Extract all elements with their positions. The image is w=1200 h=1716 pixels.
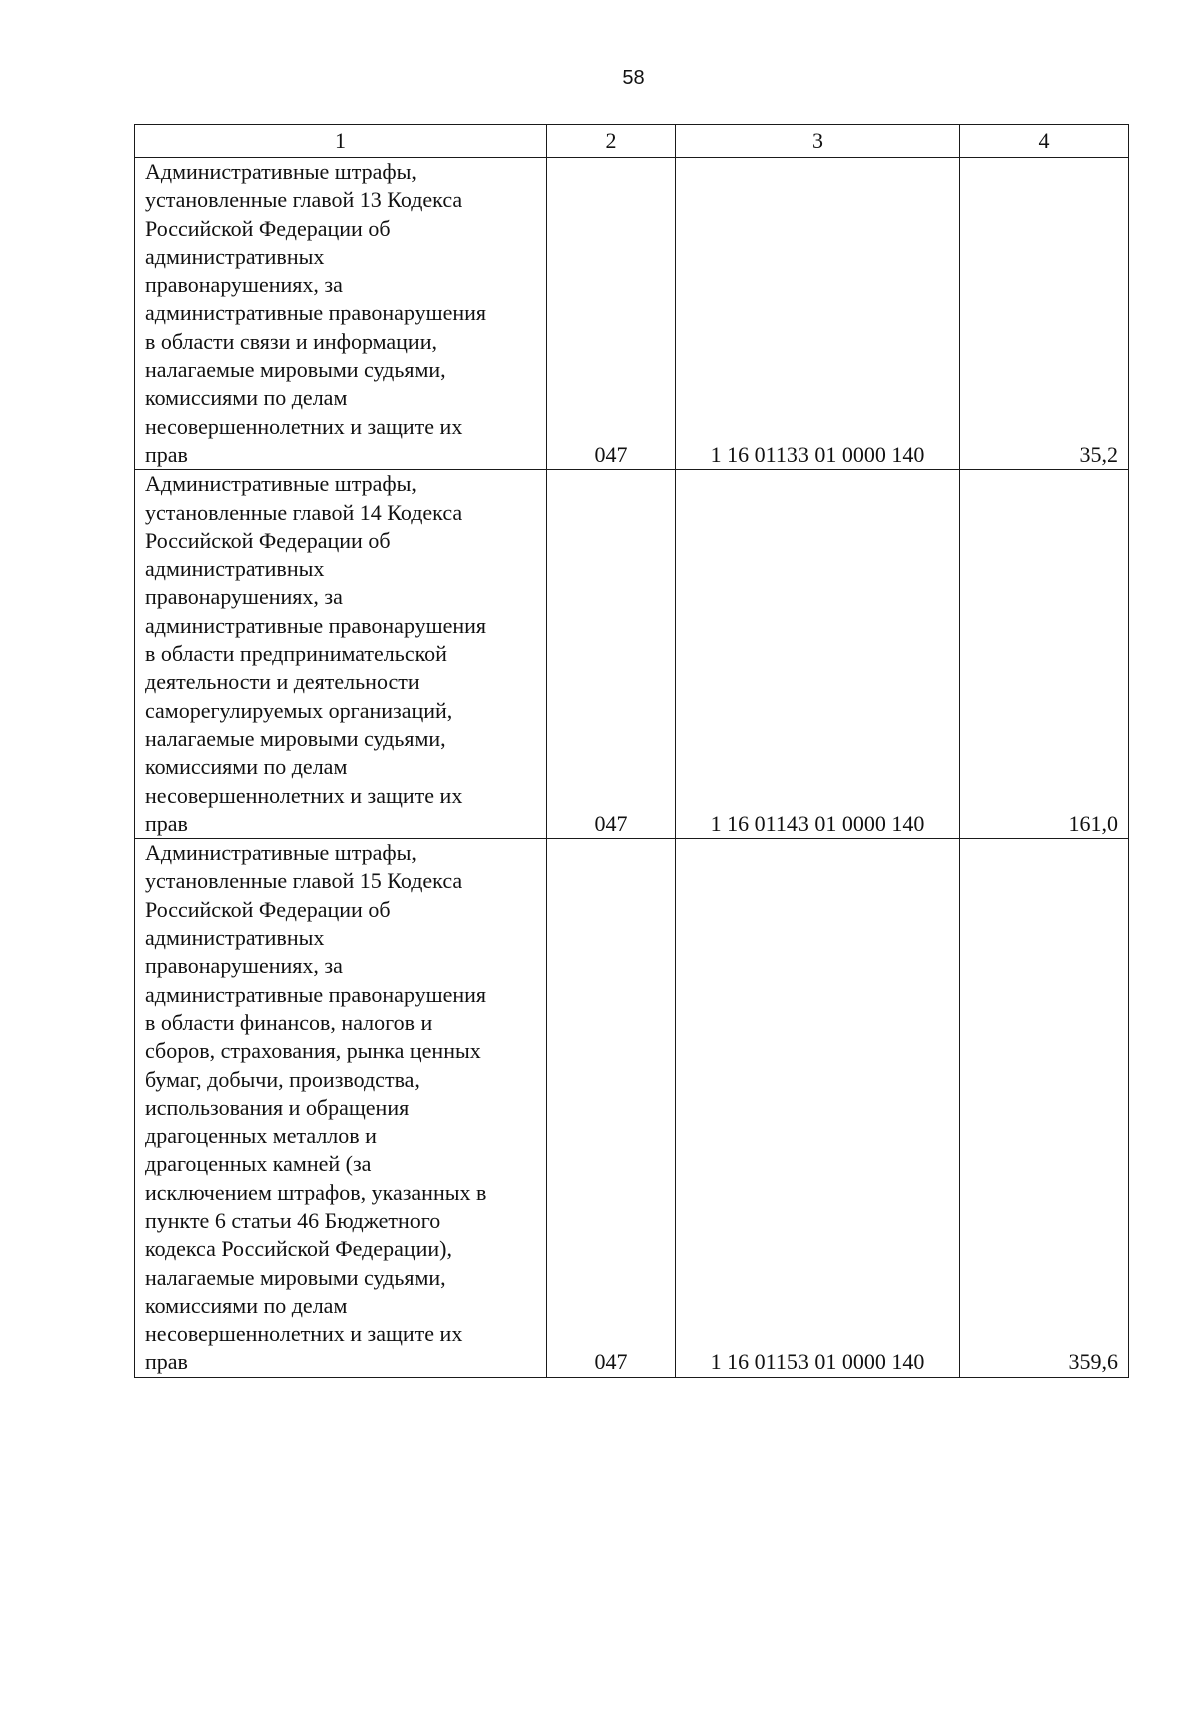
- description-line: административные правонарушения: [145, 981, 487, 1007]
- page-number: 58: [622, 67, 645, 89]
- description-line: кодекса Российской Федерации),: [145, 1236, 452, 1262]
- description-line: Российской Федерации об: [145, 896, 391, 922]
- description-line: деятельности и деятельности: [145, 669, 420, 695]
- description-line: пункте 6 статьи 46 Бюджетного: [145, 1207, 441, 1233]
- table-row: [135, 839, 1129, 1378]
- row-admin-code: 047: [547, 470, 676, 839]
- description-line: прав: [145, 441, 188, 467]
- description-line: несовершеннолетних и защите их: [145, 1321, 463, 1347]
- description-line: комиссиями по делам: [145, 385, 348, 411]
- description-line: исключением штрафов, указанных в: [145, 1179, 487, 1205]
- description-line: установленные главой 15 Кодекса: [145, 868, 463, 894]
- description-line: драгоценных металлов и: [145, 1123, 377, 1149]
- description-line: правонарушениях, за: [145, 584, 343, 610]
- description-line: административных: [145, 556, 325, 582]
- description-line: административных: [145, 243, 325, 269]
- description-line: Российской Федерации об: [145, 527, 391, 553]
- row-description: [135, 470, 547, 839]
- column-header-2: 2: [547, 125, 676, 158]
- description-line: в области финансов, налогов и: [145, 1009, 433, 1035]
- description-line: налагаемые мировыми судьями,: [145, 357, 446, 383]
- description-line: Административные штрафы,: [145, 471, 417, 497]
- row-admin-code: 047: [547, 158, 676, 470]
- description-line: Административные штрафы,: [145, 159, 417, 184]
- description-line: несовершеннолетних и защите их: [145, 782, 463, 808]
- description-line: прав: [145, 810, 188, 836]
- revenue-table: [134, 124, 1129, 1378]
- description-line: бумаг, добычи, производства,: [145, 1066, 420, 1092]
- description-line: административные правонарушения: [145, 612, 487, 638]
- row-description: [135, 839, 547, 1378]
- column-header-1: 1: [135, 125, 547, 158]
- table-row: [135, 470, 1129, 839]
- description-line: комиссиями по делам: [145, 1292, 348, 1318]
- column-header-4: 4: [960, 125, 1129, 158]
- description-line: прав: [145, 1349, 188, 1375]
- description-line: налагаемые мировыми судьями,: [145, 725, 446, 751]
- description-line: драгоценных камней (за: [145, 1151, 372, 1177]
- description-line: правонарушениях, за: [145, 272, 343, 298]
- row-description: [135, 158, 547, 470]
- description-line: сборов, страхования, рынка ценных: [145, 1038, 481, 1064]
- description-line: административные правонарушения: [145, 300, 487, 326]
- row-classification-code: 1 16 01143 01 0000 140: [676, 470, 960, 839]
- description-line: использования и обращения: [145, 1094, 410, 1120]
- table-row: [135, 158, 1129, 470]
- row-classification-code: 1 16 01153 01 0000 140: [676, 839, 960, 1378]
- description-line: правонарушениях, за: [145, 953, 343, 979]
- table-header-row: [135, 125, 1129, 158]
- row-admin-code: 047: [547, 839, 676, 1378]
- column-header-3: 3: [676, 125, 960, 158]
- description-line: саморегулируемых организаций,: [145, 697, 453, 723]
- description-line: Административные штрафы,: [145, 840, 417, 866]
- row-amount: 359,6: [960, 839, 1129, 1378]
- description-line: установленные главой 13 Кодекса: [145, 187, 463, 213]
- row-amount: 35,2: [960, 158, 1129, 470]
- description-line: несовершеннолетних и защите их: [145, 413, 463, 439]
- row-classification-code: 1 16 01133 01 0000 140: [676, 158, 960, 470]
- description-line: налагаемые мировыми судьями,: [145, 1264, 446, 1290]
- description-line: в области предпринимательской: [145, 641, 447, 667]
- description-line: установленные главой 14 Кодекса: [145, 499, 463, 525]
- description-line: комиссиями по делам: [145, 754, 348, 780]
- row-amount: 161,0: [960, 470, 1129, 839]
- table-body: [135, 158, 1129, 1378]
- description-line: Российской Федерации об: [145, 215, 391, 241]
- description-line: в области связи и информации,: [145, 328, 437, 354]
- description-line: административных: [145, 925, 325, 951]
